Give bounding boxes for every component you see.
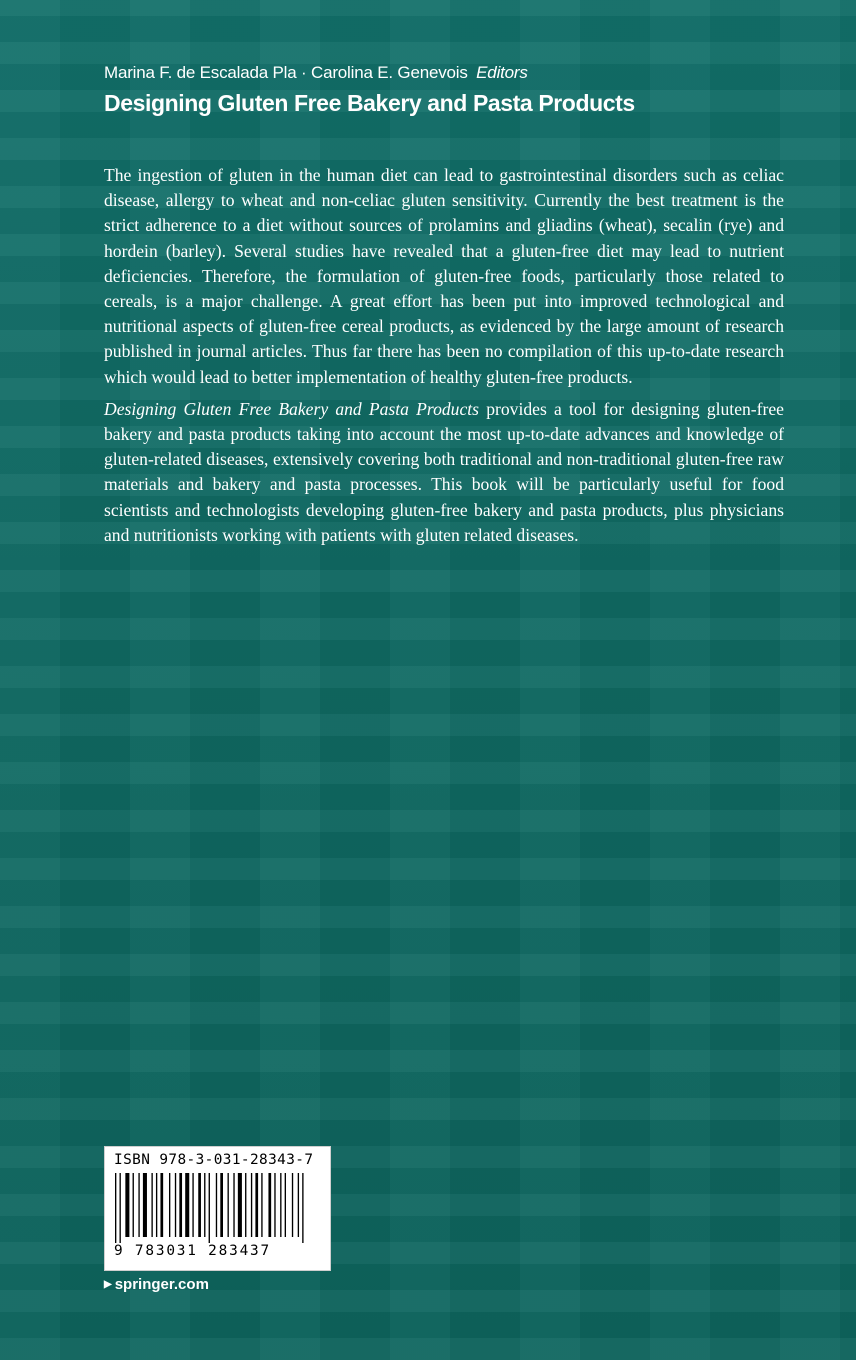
barcode-bars [115,1173,323,1243]
barcode-bar [175,1173,176,1237]
book-title: Designing Gluten Free Bakery and Pasta Products [104,90,635,116]
barcode-bar [138,1173,139,1237]
editors-line [104,63,528,83]
barcode-bar [228,1173,229,1237]
barcode-bar [302,1173,303,1243]
publisher-url: springer.com [114,1276,209,1293]
barcode-bar [251,1173,252,1237]
barcode-bar [216,1173,217,1237]
editor-names: Marina F. de Escalada Pla · Carolina E. Genevois [104,63,468,82]
barcode-bar [204,1173,205,1237]
book-description [104,163,784,555]
barcode-bar [238,1173,242,1237]
barcode-bar [198,1173,201,1237]
barcode-bar [255,1173,258,1237]
barcode-bar [220,1173,223,1237]
barcode-bar [160,1173,163,1237]
description-paragraph-2-text: provides a tool for designing gluten-free bakery and pasta products taking into account the most up-to-date advances and knowledge of gluten-related diseases, extensively covering both traditional and non-traditional gluten-free raw materials and bakery and pasta processes. This book will be particularly useful for food scientists and technologists developing gluten-free bakery and pasta products, plus physicians and nutritionists working with patients with gluten related diseases. [104,398,784,545]
barcode-bar [292,1173,293,1237]
barcode-bar [274,1173,275,1237]
barcode-bar [245,1173,246,1237]
barcode-digits: 9 783031 283437 [114,1243,271,1259]
barcode-bar [209,1173,210,1243]
barcode-bar [298,1173,299,1237]
barcode-bar [268,1173,271,1237]
barcode-bar [192,1173,193,1237]
editors-role: Editors [476,63,528,82]
barcode-bar [133,1173,134,1237]
description-paragraph-1: The ingestion of gluten in the human diet can lead to gastrointestinal disorders such as celiac disease, allergy to wheat and non-celiac gluten sensitivity. Currently the best treatment is the strict adherence to a diet without sources of prolamins and gliadins (wheat), secalin (rye) and hordein (barley). Several studies have revealed that a gluten-free diet may lead to nutrient deficiencies. Therefore, the formulation of gluten-free foods, particularly those related to cereals, is a major challenge. A great effort has been put into improved technological and nutritional aspects of gluten-free cereal products, as evidenced by the large amount of research published in journal articles. Thus far there has been no compilation of this up-to-date research which would lead to better implementation of healthy gluten-free products. [104,165,784,387]
barcode-bar [151,1173,152,1237]
right-triangle-icon: ▶ [104,1278,112,1290]
barcode-bar [156,1173,157,1237]
barcode-bar [115,1173,116,1243]
barcode-bar [169,1173,170,1237]
barcode-bar [280,1173,281,1237]
barcode-bar [233,1173,234,1237]
barcode-bar [125,1173,129,1237]
barcode-bar [143,1173,147,1237]
publisher-link[interactable] [104,1276,209,1293]
barcode-bar [261,1173,262,1237]
book-title-reference: Designing Gluten Free Bakery and Pasta Products [104,398,480,419]
barcode-bar [285,1173,286,1237]
isbn-barcode [104,1146,331,1271]
isbn-label: ISBN 978-3-031-28343-7 [114,1152,314,1168]
barcode-bar [179,1173,182,1237]
barcode-bar [185,1173,189,1237]
barcode-bar [120,1173,121,1243]
description-paragraph-2 [104,397,784,548]
